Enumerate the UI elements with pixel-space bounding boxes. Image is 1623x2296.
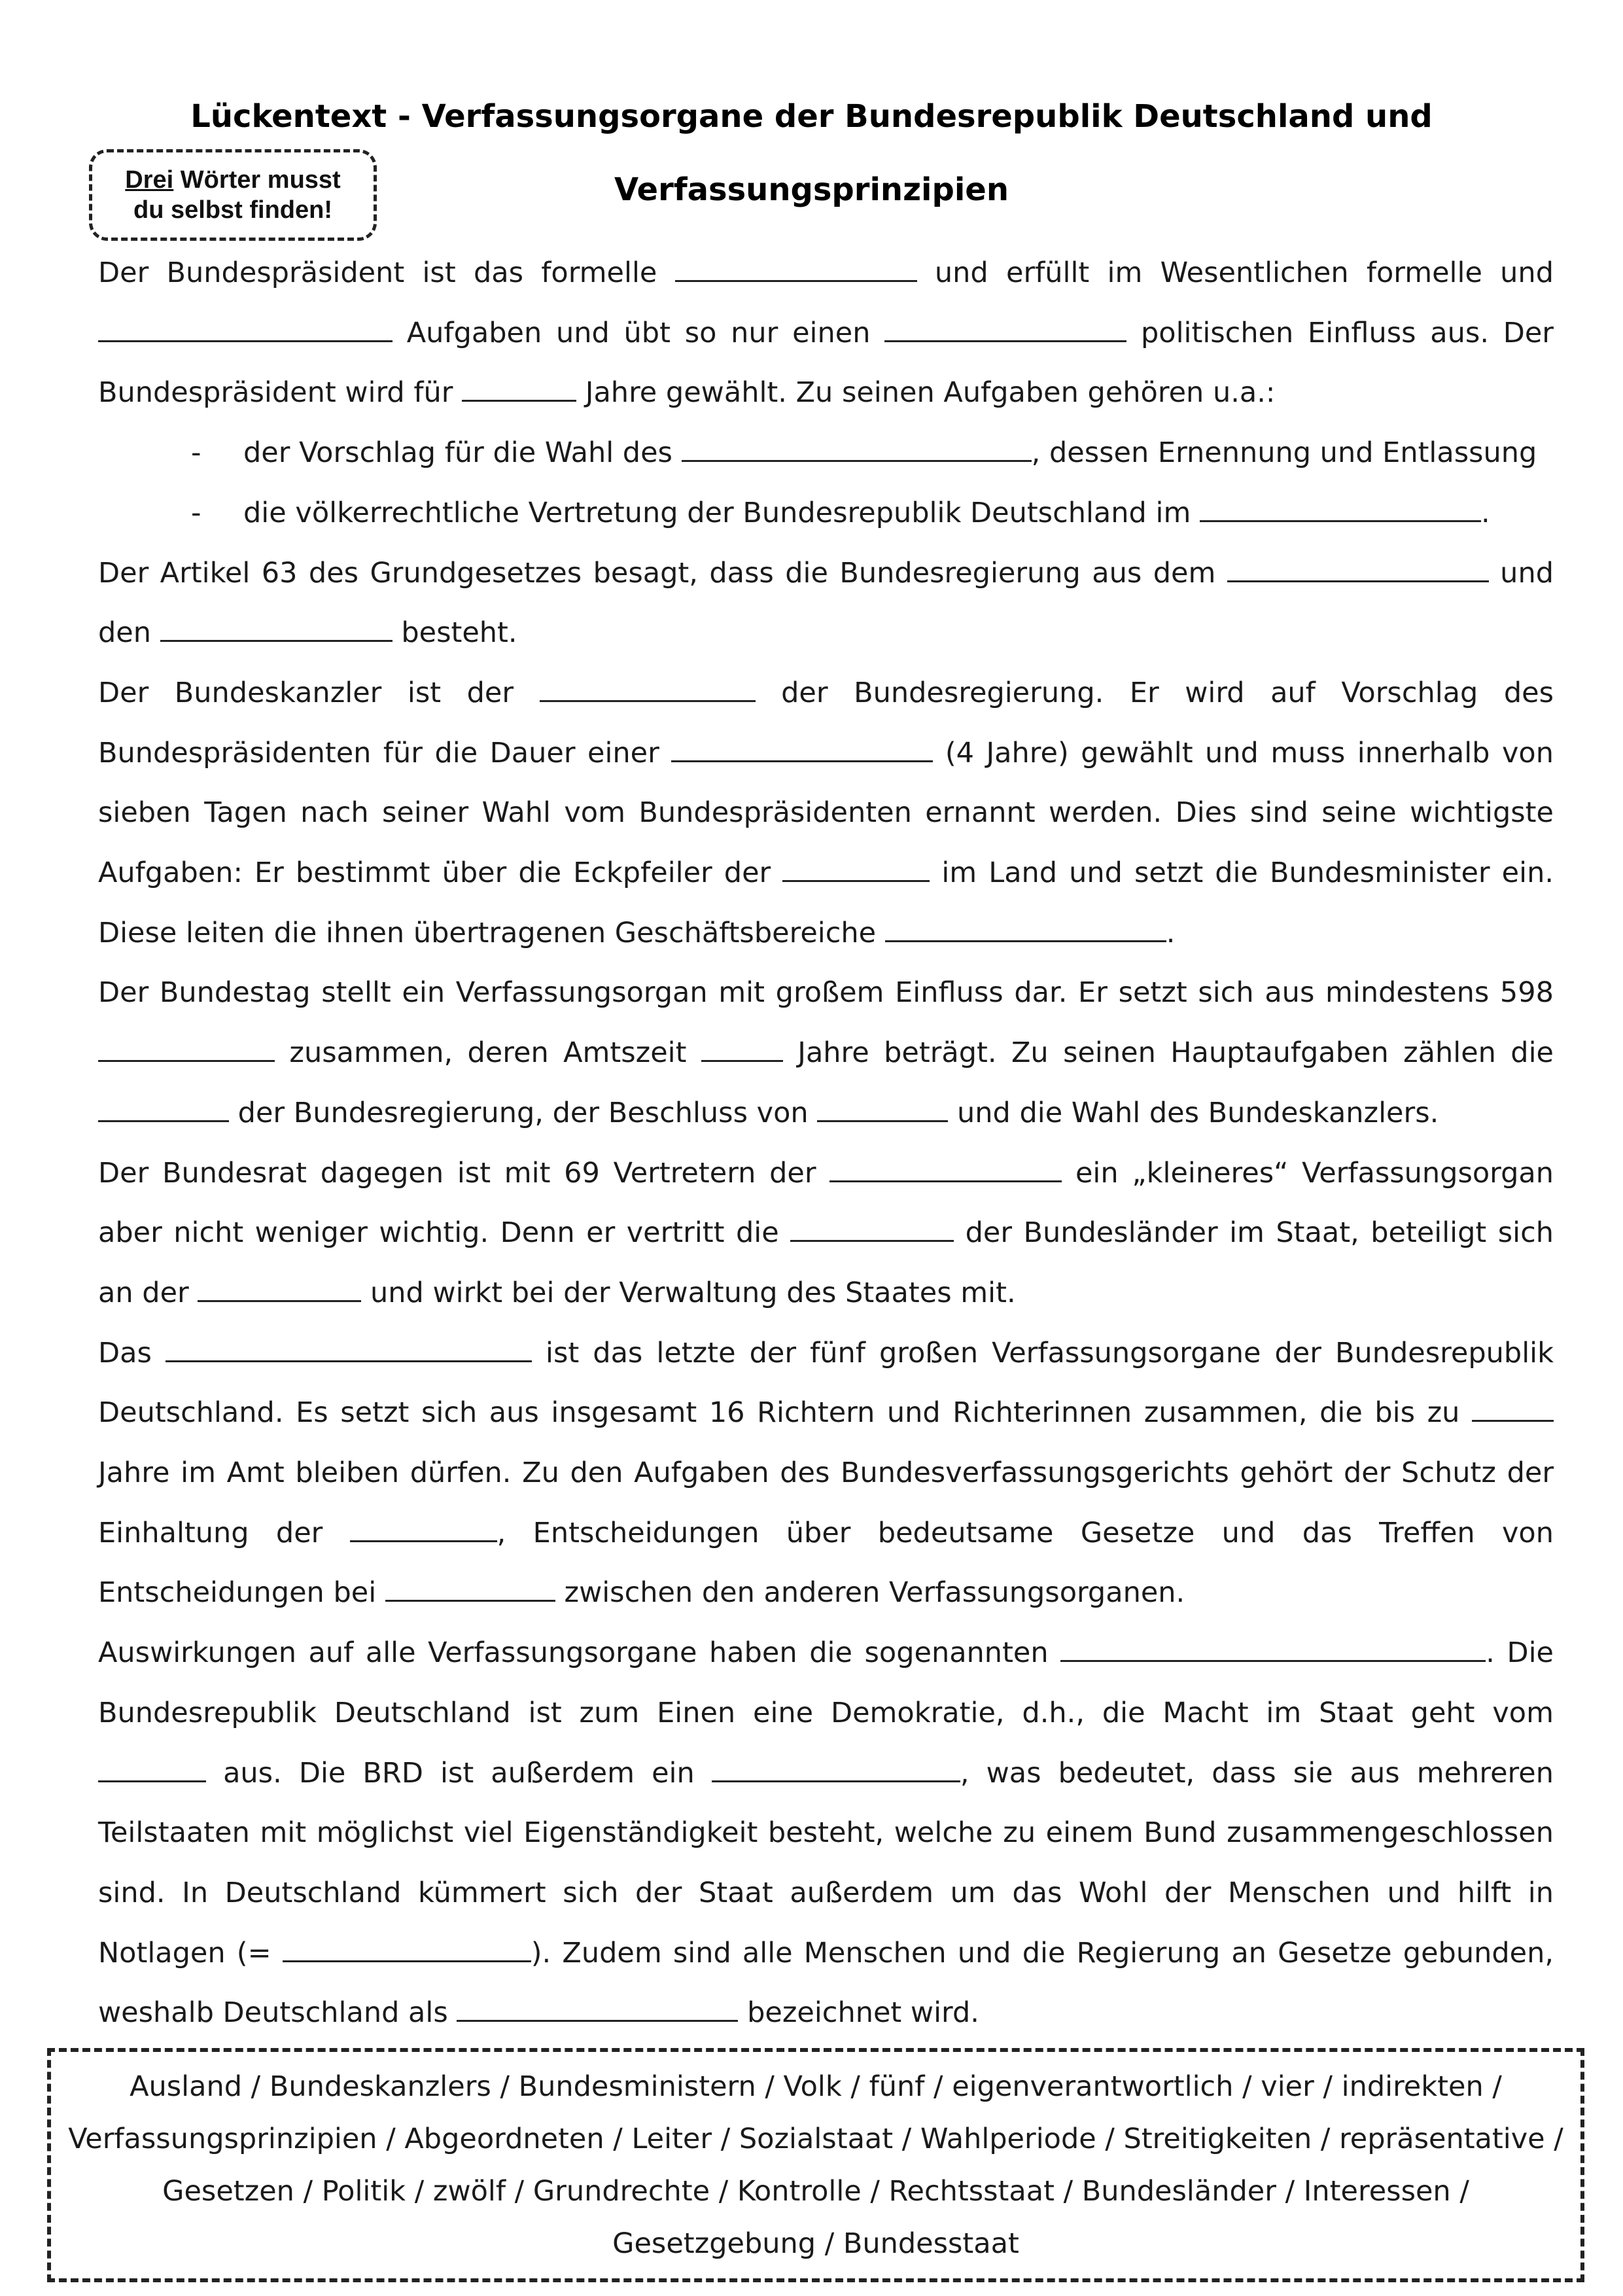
blank-field[interactable]: [283, 1937, 531, 1962]
text-segment: . Die Bundesrepublik Deutschland ist zum Einen eine Demokratie, d.h., die Macht im Staat geht vom: [98, 1636, 1554, 1729]
text-segment: und wirkt bei der Verwaltung des Staates mit.: [361, 1276, 1016, 1309]
blank-field[interactable]: [782, 857, 930, 882]
text-segment: , Entscheidungen über bedeutsame Gesetze und das Treffen von Entscheidungen bei: [98, 1516, 1554, 1610]
blank-field[interactable]: [1472, 1396, 1554, 1422]
text-segment: ). Zudem sind alle Menschen und die Regierung an Gesetze gebunden, weshalb Deutschland als: [98, 1936, 1554, 2030]
paragraph-bundeskanzler: [98, 663, 1554, 964]
blank-field[interactable]: [462, 376, 576, 402]
hint-line-1: [125, 165, 340, 195]
text-segment: der Bundesregierung, der Beschluss von: [229, 1096, 818, 1129]
word-bank-box: [47, 2048, 1584, 2282]
blank-field[interactable]: [712, 1757, 960, 1782]
list-item: [98, 484, 1554, 544]
text-segment: ist das letzte der fünf großen Verfassungsorgane der Bundesrepublik Deutschland. Es setzt sich aus insgesamt 16 Richtern und Richterinnen zusammen, die bis zu: [98, 1336, 1554, 1430]
text-segment: und die Wahl des Bundeskanzlers.: [948, 1096, 1439, 1129]
blank-field[interactable]: [98, 1036, 275, 1062]
text-segment: , dessen Ernennung und Entlassung: [1031, 436, 1537, 470]
text-segment: ein „kleineres“ Verfassungsorgan aber nicht weniger wichtig. Denn er vertritt die: [98, 1156, 1554, 1250]
text-segment: Der Bundeskanzler ist der: [98, 676, 540, 709]
blank-field[interactable]: [682, 436, 1032, 462]
blank-field[interactable]: [98, 317, 393, 342]
paragraph-bundespraesident: [98, 243, 1554, 423]
blank-field[interactable]: [671, 737, 933, 762]
word-bank-list: Ausland / Bundeskanzlers / Bundesministern / Volk / fünf / eigenverantwortlich / vier / indirekten / Verfassungsprinzipien / Abgeordneten / Leiter / Sozialstaat / Wahlperiode / Streitigkeiten / repräsentative / Gesetzen / Politik / zwölf / Grundrechte / Kontrolle / Rechtsstaat / Bundesländer / Interessen / Gesetzgebung / Bundesstaat: [68, 2070, 1563, 2260]
text-segment: im Land und setzt die Bundesminister ein. Diese leiten die ihnen übertragenen Geschäftsbereiche: [98, 857, 1554, 949]
text-segment: Jahre beträgt. Zu seinen Hauptaufgaben zählen die: [782, 1036, 1554, 1070]
blank-field[interactable]: [457, 1996, 738, 2022]
blank-field[interactable]: [160, 616, 393, 642]
paragraph-bundestag: [98, 963, 1554, 1143]
blank-field[interactable]: [1227, 557, 1489, 582]
blank-field[interactable]: [817, 1097, 948, 1122]
hint-underlined-word: Drei: [125, 166, 174, 194]
text-segment: Jahre gewählt. Zu seinen Aufgaben gehören u.a.:: [576, 376, 1276, 410]
text-segment: Jahre im Amt bleiben dürfen. Zu den Aufgaben des Bundesverfassungsgerichts gehört der Schutz der Einhaltung der: [98, 1457, 1554, 1549]
blank-field[interactable]: [540, 677, 756, 702]
text-segment: Aufgaben und übt so nur einen: [393, 316, 885, 349]
text-segment: .: [1481, 496, 1490, 529]
text-segment: und erfüllt im Wesentlichen formelle und: [916, 256, 1554, 289]
text-segment: der Vorschlag für die Wahl des: [243, 436, 682, 470]
text-segment: zusammen, deren Amtszeit: [275, 1036, 701, 1070]
text-segment: der Bundesregierung. Er wird auf Vorschlag des Bundespräsidenten für die Dauer einer: [98, 676, 1554, 769]
hint-box: [89, 149, 377, 241]
text-segment: Der Bundespräsident ist das formelle: [98, 256, 675, 289]
blank-field[interactable]: [829, 1157, 1062, 1182]
hint-line-2: du selbst finden!: [133, 196, 332, 224]
worksheet-title-line-2: Verfassungsprinzipien: [614, 171, 1009, 208]
list-dash: -: [191, 436, 201, 470]
text-segment: besteht.: [392, 616, 517, 650]
blank-field[interactable]: [385, 1576, 555, 1602]
text-segment: Der Bundestag stellt ein Verfassungsorgan mit großem Einfluss dar. Er setzt sich aus mindestens 598: [98, 976, 1554, 1010]
text-segment: Der Artikel 63 des Grundgesetzes besagt, dass die Bundesregierung aus dem: [98, 556, 1227, 590]
blank-field[interactable]: [350, 1517, 497, 1542]
text-segment: zwischen den anderen Verfassungsorganen.: [555, 1576, 1185, 1610]
text-segment: aus. Die BRD ist außerdem ein: [206, 1756, 712, 1790]
blank-field[interactable]: [1200, 497, 1481, 522]
blank-field[interactable]: [675, 256, 917, 282]
paragraph-artikel-63: [98, 544, 1554, 663]
paragraph-bundesverfassungsgericht: [98, 1324, 1554, 1624]
blank-field[interactable]: [166, 1337, 532, 1362]
text-segment: Der Bundesrat dagegen ist mit 69 Vertretern der: [98, 1156, 830, 1190]
text-segment: bezeichnet wird.: [738, 1996, 979, 2030]
list-item: [98, 423, 1554, 484]
text-segment: und den: [98, 556, 1554, 650]
paragraph-verfassungsprinzipien: [98, 1623, 1554, 2043]
blank-field[interactable]: [885, 917, 1166, 942]
hint-line-1-rest: Wörter musst: [173, 166, 341, 194]
worksheet-title-line-1: Lückentext - Verfassungsorgane der Bundesrepublik Deutschland und: [190, 98, 1433, 135]
blank-field[interactable]: [884, 317, 1126, 342]
paragraph-bundesrat: [98, 1144, 1554, 1324]
text-segment: politischen Einfluss aus. Der Bundespräsident wird für: [98, 316, 1554, 410]
blank-field[interactable]: [701, 1036, 783, 1062]
text-segment: Auswirkungen auf alle Verfassungsorgane haben die sogenannten: [98, 1636, 1061, 1670]
blank-field[interactable]: [790, 1216, 954, 1242]
text-segment: .: [1166, 916, 1176, 949]
text-segment: Das: [98, 1336, 166, 1369]
blank-field[interactable]: [198, 1277, 361, 1302]
text-segment: der Bundesländer im Staat, beteiligt sich an der: [98, 1216, 1554, 1309]
task-list: [98, 423, 1554, 543]
blank-field[interactable]: [98, 1097, 229, 1122]
blank-field[interactable]: [1060, 1636, 1486, 1662]
list-dash: -: [191, 496, 201, 529]
cloze-text: [98, 243, 1554, 2043]
text-segment: die völkerrechtliche Vertretung der Bundesrepublik Deutschland im: [243, 496, 1200, 529]
text-segment: , was bedeutet, dass sie aus mehreren Teilstaaten mit möglichst viel Eigenständigkeit besteht, welche zu einem Bund zusammengeschlossen sind. In Deutschland kümmert sich der Staat außerdem um das Wohl der Menschen und hilft in Notlagen (=: [98, 1756, 1554, 1969]
text-segment: (4 Jahre) gewählt und muss innerhalb von sieben Tagen nach seiner Wahl vom Bundespräsidenten ernannt werden. Dies sind seine wichtigste Aufgaben: Er bestimmt über die Eckpfeiler der: [98, 736, 1554, 890]
blank-field[interactable]: [98, 1757, 206, 1782]
